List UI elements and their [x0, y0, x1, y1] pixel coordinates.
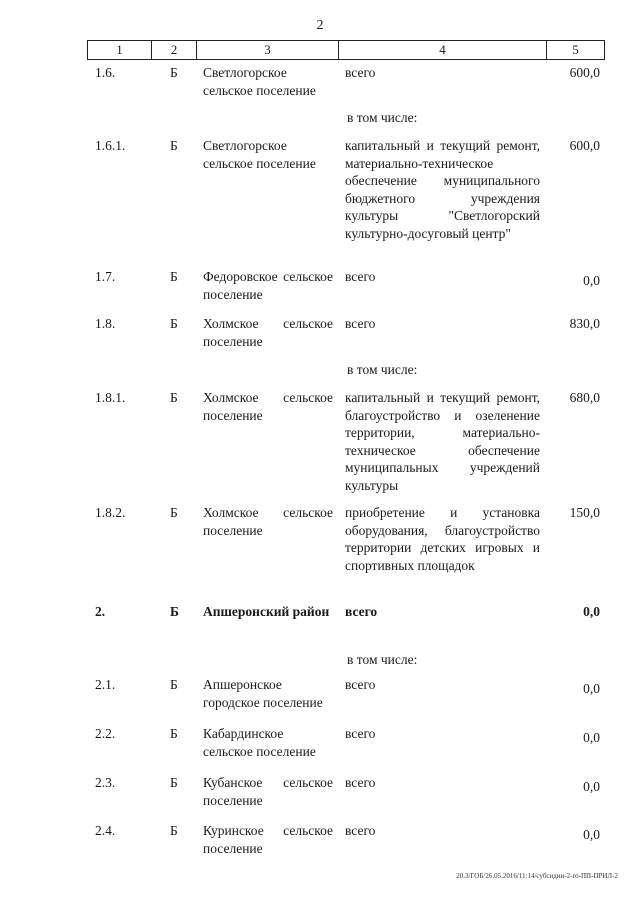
row-number: 2. [95, 604, 106, 619]
row-name: Холмское сельское поселение [203, 316, 333, 349]
row-amount: 680,0 [569, 390, 600, 405]
row-amount: 830,0 [569, 316, 600, 331]
header-cell: 4 [339, 41, 547, 59]
footer-code: 20.3/ГОБ/26.05.2016/11:14/субсидии-2-го-ПП-ПРИЛ-2 [456, 872, 618, 880]
row-letter: Б [170, 390, 178, 405]
row-name: Кабардинское сельское поселение [203, 726, 316, 759]
row-letter: Б [170, 65, 178, 80]
row-number: 2.4. [95, 823, 116, 838]
row-name: Федоровское сельское поселение [203, 269, 333, 302]
row-description: капитальный и текущий ремонт, благоустройство и озеленение территории, материально-техническое обеспечение муниципальных учреждений культуры [345, 390, 540, 493]
row-number: 1.6. [95, 65, 116, 80]
row-letter: Б [170, 775, 178, 790]
row-description: всего [345, 775, 376, 790]
header-cell: 2 [152, 41, 197, 59]
subtitle: в том числе: [347, 110, 418, 125]
row-letter: Б [170, 316, 178, 331]
row-description: всего [345, 316, 376, 331]
row-number: 1.8.1. [95, 390, 126, 405]
row-number: 1.8.2. [95, 505, 126, 520]
row-letter: Б [170, 823, 178, 838]
row-number: 1.8. [95, 316, 116, 331]
table-header [87, 40, 605, 60]
row-number: 2.3. [95, 775, 116, 790]
header-cell: 3 [197, 41, 339, 59]
row-number: 1.6.1. [95, 138, 126, 153]
row-name: Холмское сельское поселение [203, 390, 333, 423]
row-amount: 0,0 [583, 273, 600, 288]
row-number: 2.1. [95, 677, 116, 692]
row-letter: Б [170, 726, 178, 741]
row-amount: 150,0 [569, 505, 600, 520]
row-amount: 0,0 [583, 730, 600, 745]
row-description: приобретение и установка оборудования, благоустройство территории детских игровых и спортивных площадок [345, 505, 540, 573]
row-description: всего [345, 823, 376, 838]
row-amount: 0,0 [583, 604, 600, 619]
row-name: Апшеронский район [203, 604, 330, 619]
row-amount: 600,0 [569, 65, 600, 80]
row-amount: 600,0 [569, 138, 600, 153]
row-description: всего [345, 65, 376, 80]
header-cell: 5 [572, 42, 579, 57]
row-description: всего [345, 726, 376, 741]
page-number: 2 [316, 18, 324, 33]
row-name: Холмское сельское поселение [203, 505, 333, 538]
row-letter: Б [170, 604, 179, 619]
row-name: Кубанское сельское поселение [203, 775, 333, 808]
row-amount: 0,0 [583, 681, 600, 696]
header-cell: 1 [88, 41, 152, 59]
row-letter: Б [170, 138, 178, 153]
row-number: 1.7. [95, 269, 116, 284]
subtitle: в том числе: [347, 362, 418, 377]
row-number: 2.2. [95, 726, 116, 741]
row-letter: Б [170, 269, 178, 284]
row-name: Куринское сельское поселение [203, 823, 333, 856]
subtitle: в том числе: [347, 652, 418, 667]
row-letter: Б [170, 677, 178, 692]
row-amount: 0,0 [583, 779, 600, 794]
row-name: Светлогорское сельское поселение [203, 65, 316, 98]
row-description: всего [345, 604, 378, 619]
row-description: всего [345, 677, 376, 692]
row-description: всего [345, 269, 376, 284]
row-name: Апшеронское городское поселение [203, 677, 323, 710]
row-amount: 0,0 [583, 827, 600, 842]
row-name: Светлогорское сельское поселение [203, 138, 316, 171]
row-description: капитальный и текущий ремонт, материально-техническое обеспечение муниципального бюджетного учреждения культуры "Светлогорский культурно-досуговый центр" [345, 138, 540, 241]
row-letter: Б [170, 505, 178, 520]
